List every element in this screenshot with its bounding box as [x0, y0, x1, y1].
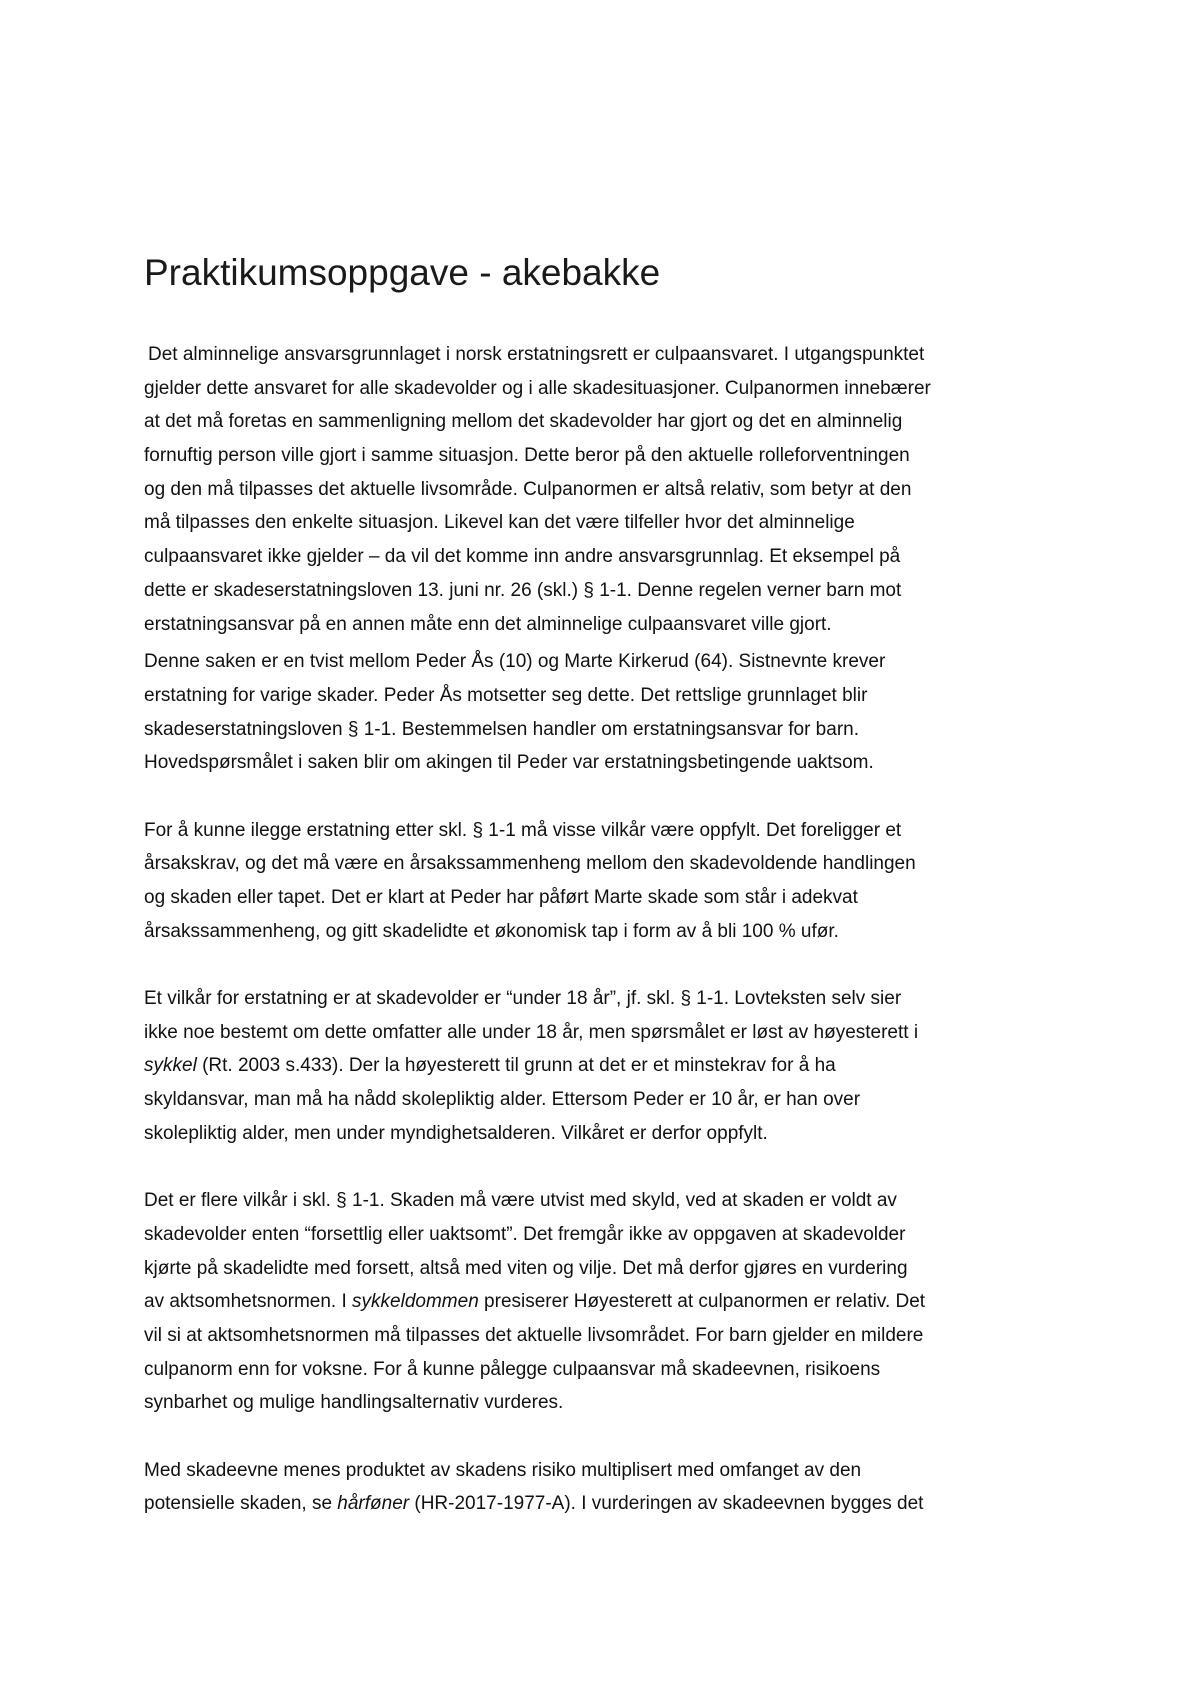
text-line: culpanorm enn for voksne. For å kunne pålegge culpaansvar må skadeevnen, risikoens	[144, 1358, 881, 1380]
paragraph-fault	[144, 1184, 1074, 1420]
document-body	[144, 338, 1074, 1521]
document-title: Praktikumsoppgave - akebakke	[144, 252, 661, 293]
paragraph-damage-capacity	[144, 1454, 1074, 1521]
text-line: og den må tilpasses det aktuelle livsområde. Culpanormen er altså relativ, som betyr at den	[144, 478, 912, 500]
text-line: dette er skadeserstatningsloven 13. juni nr. 26 (skl.) § 1-1. Denne regelen verner barn mot	[144, 579, 902, 601]
text-line: fornuftig person ville gjort i samme situasjon. Dette beror på den aktuelle rolleforventningen	[144, 445, 910, 467]
text-line: culpaansvaret ikke gjelder – da vil det komme inn andre ansvarsgrunnlag. Et eksempel på	[144, 546, 901, 568]
paragraph-intro	[144, 338, 1074, 641]
text-line: Hovedspørsmålet i saken blir om akingen til Peder var erstatningsbetingende uaktsom.	[144, 752, 874, 774]
text-line: synbarhet og mulige handlingsalternativ vurderes.	[144, 1392, 564, 1414]
text-line: må tilpasses den enkelte situasjon. Likevel kan det være tilfeller hvor det alminnelige	[144, 512, 855, 534]
text-line: skadeserstatningsloven § 1-1. Bestemmelsen handler om erstatningsansvar for barn.	[144, 718, 859, 740]
text-line: skyldansvar, man må ha nådd skolepliktig alder. Ettersom Peder er 10 år, er han over	[144, 1089, 861, 1111]
text-line: For å kunne ilegge erstatning etter skl. § 1-1 må visse vilkår være oppfylt. Det foreligger et	[144, 819, 902, 841]
text-line: årsakssammenheng, og gitt skadelidte et økonomisk tap i form av å bli 100 % ufør.	[144, 920, 839, 942]
text-line: erstatning for varige skader. Peder Ås motsetter seg dette. Det rettslige grunnlaget blir	[144, 684, 868, 706]
text-span: presiserer Høyesterett at culpanormen er relativ. Det	[478, 1291, 926, 1313]
case-name-italic: sykkel	[144, 1055, 197, 1077]
text-line: gjelder dette ansvaret for alle skadevolder og i alle skadesituasjoner. Culpanormen innebærer	[144, 377, 931, 399]
paragraph-causation	[144, 814, 1074, 949]
text-span: (Rt. 2003 s.433). Der la høyesterett til grunn at det er et minstekrav for å ha	[196, 1055, 836, 1077]
text-line: Et vilkår for erstatning er at skadevolder er “under 18 år”, jf. skl. § 1-1. Lovteksten selv sier	[144, 988, 902, 1010]
text-line: og skaden eller tapet. Det er klart at Peder har påført Marte skade som står i adekvat	[144, 887, 858, 908]
text-line: ikke noe bestemt om dette omfatter alle under 18 år, men spørsmålet er løst av høyesterett i	[144, 1021, 919, 1043]
text-line: at det må foretas en sammenligning mellom det skadevolder har gjort og det en alminnelig	[144, 411, 903, 433]
text-span: av aktsomhetsnormen. I	[144, 1291, 353, 1313]
text-line: Det er flere vilkår i skl. § 1-1. Skaden må være utvist med skyld, ved at skaden er voldt av	[144, 1190, 897, 1212]
text-line: årsakskrav, og det må være en årsakssammenheng mellom den skadevoldende handlingen	[144, 853, 916, 875]
text-line: erstatningsansvar på en annen måte enn det alminnelige culpaansvaret ville gjort.	[144, 613, 832, 635]
text-span: potensielle skaden, se	[144, 1493, 338, 1515]
paragraph-age	[144, 982, 1074, 1150]
text-line: Det alminnelige ansvarsgrunnlaget i norsk erstatningsrett er culpaansvaret. I utgangspunktet	[148, 344, 925, 365]
text-line: skolepliktig alder, men under myndighetsalderen. Vilkåret er derfor oppfylt.	[144, 1122, 768, 1144]
paragraph-case	[144, 645, 1074, 780]
text-span: (HR-2017-1977-A). I vurderingen av skadeevnen bygges det	[409, 1493, 924, 1515]
case-name-italic: hårføner	[337, 1493, 410, 1515]
text-line	[144, 1049, 1074, 1083]
text-line	[144, 1487, 1074, 1521]
text-line	[144, 1285, 1074, 1319]
text-line: Denne saken er en tvist mellom Peder Ås (10) og Marte Kirkerud (64). Sistnevnte krever	[144, 651, 886, 673]
text-line: kjørte på skadelidte med forsett, altså med viten og vilje. Det må derfor gjøres en vurdering	[144, 1257, 908, 1279]
text-line: Med skadeevne menes produktet av skadens risiko multiplisert med omfanget av den	[144, 1459, 862, 1481]
case-name-italic: sykkeldommen	[352, 1291, 479, 1313]
text-line: skadevolder enten “forsettlig eller uaktsomt”. Det fremgår ikke av oppgaven at skadevolder	[144, 1223, 906, 1245]
text-line: vil si at aktsomhetsnormen må tilpasses det aktuelle livsområdet. For barn gjelder en mildere	[144, 1324, 924, 1346]
